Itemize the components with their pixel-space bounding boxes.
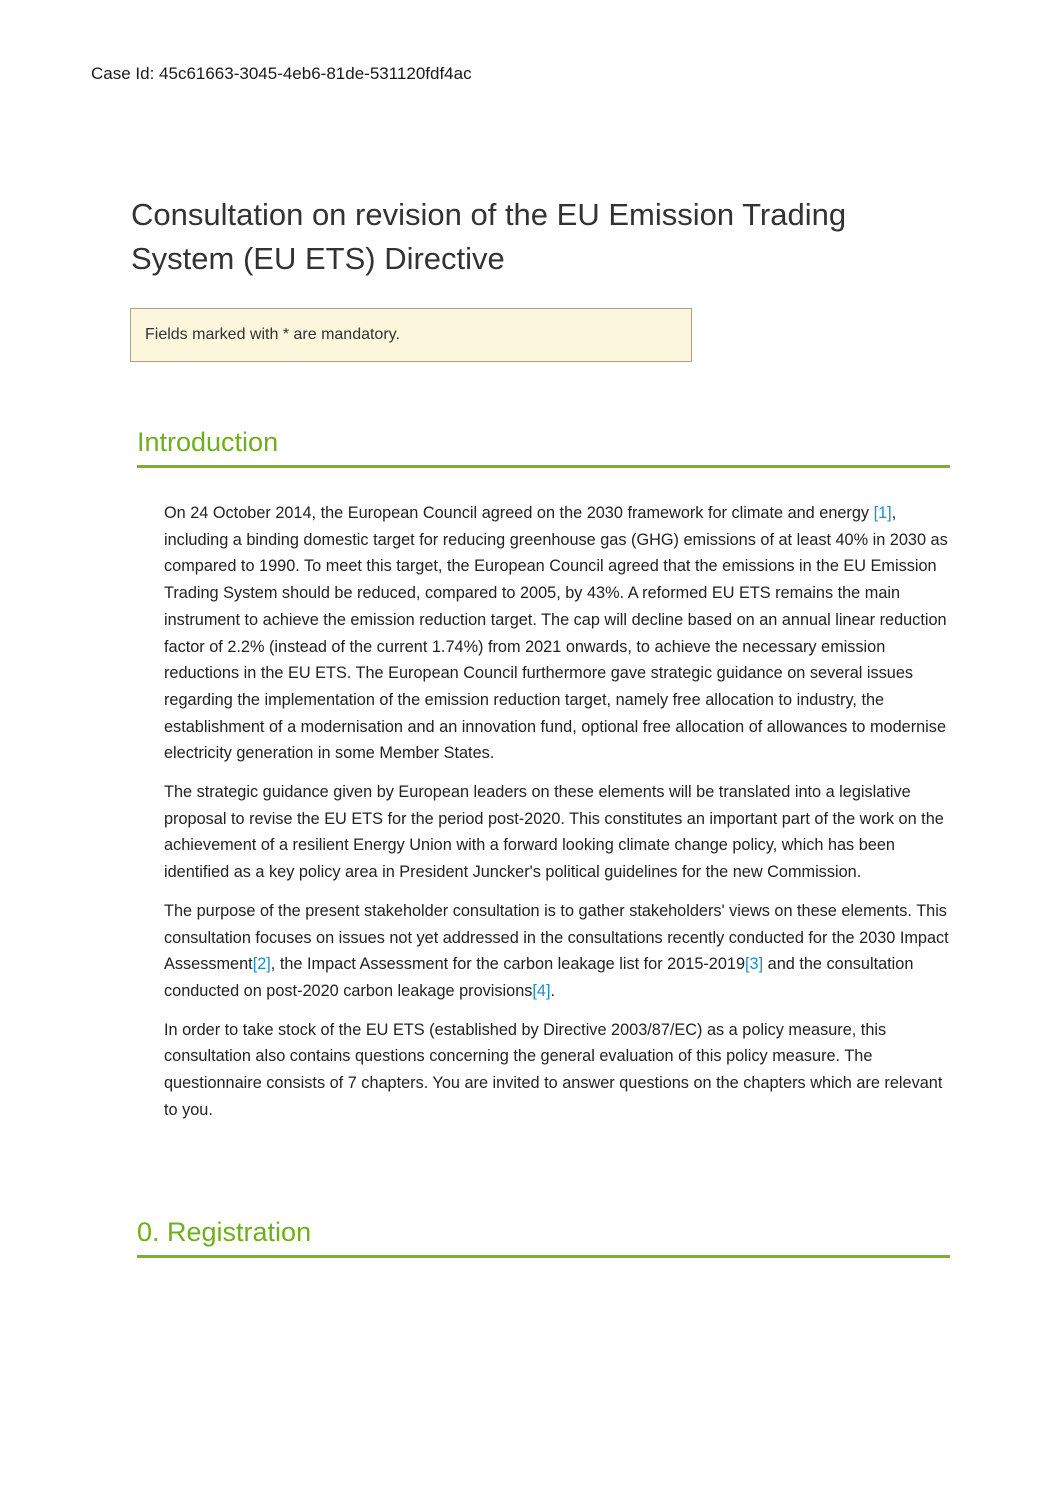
introduction-body xyxy=(164,500,954,1135)
intro-paragraph-1 xyxy=(164,500,954,767)
intro-p3-text-a: The purpose of the present stakeholder consultation is to gather stakeholders' views on these elements. This consultation focuses on issues not yet addressed in the consultations recently conducted for the 2030 Impact Assessment xyxy=(164,901,949,974)
footnote-link-3[interactable]: [3] xyxy=(745,955,764,974)
mandatory-fields-notice xyxy=(130,308,692,362)
intro-paragraph-2: The strategic guidance given by European leaders on these elements will be translated into a legislative proposal to revise the EU ETS for the period post-2020. This constitutes an important part of the work on the achievement of a resilient Energy Union with a forward looking climate change policy, which has been identified as a key policy area in President Juncker's political guidelines for the new Commission. xyxy=(164,783,944,882)
intro-p1-text-a: On 24 October 2014, the European Council agreed on the 2030 framework for climate and energy xyxy=(164,504,874,522)
intro-paragraph-3 xyxy=(164,898,954,1005)
intro-p1-text-b: , including a binding domestic target for reducing greenhouse gas (GHG) emissions of at least 40% in 2030 as compared to 1990. To meet this target, the European Council agreed that the emissions in the EU Emission Trading System should be reduced, compared to 2005, by 43%. A reformed EU ETS remains the main instrument to achieve the emission reduction target. The cap will decline based on an annual linear reduction factor of 2.2% (instead of the current 1.74%) from 2021 onwards, to achieve the necessary emission reductions in the EU ETS. The European Council furthermore gave strategic guidance on several issues regarding the implementation of the emission reduction target, namely free allocation to industry, the establishment of a modernisation and an innovation fund, optional free allocation of allowances to modernise electricity generation in some Member States. xyxy=(164,504,948,763)
case-id: Case Id: 45c61663-3045-4eb6-81de-531120fdf4ac xyxy=(91,64,472,83)
page-title: Consultation on revision of the EU Emission Trading System (EU ETS) Directive xyxy=(131,197,847,276)
intro-paragraph-4: In order to take stock of the EU ETS (established by Directive 2003/87/EC) as a policy measure, this consultation also contains questions concerning the general evaluation of this policy measure. The questionnaire consists of 7 chapters. You are invited to answer questions on the chapters which are relevant to you. xyxy=(164,1020,943,1119)
mandatory-fields-text: Fields marked with * are mandatory. xyxy=(145,326,400,343)
footnote-link-2[interactable]: [2] xyxy=(252,955,271,974)
intro-p3-text-c: and the consultation conducted on post-2020 carbon leakage provisions xyxy=(164,955,914,1000)
footnote-link-4[interactable]: [4] xyxy=(532,981,551,1000)
intro-p3-text-b: , the Impact Assessment for the carbon leakage list for 2015-2019 xyxy=(270,955,746,974)
intro-p3-text-d: . xyxy=(550,981,556,1000)
section-heading-introduction: Introduction xyxy=(137,425,950,468)
section-heading-registration: 0. Registration xyxy=(137,1215,950,1258)
footnote-link-1[interactable]: [1] xyxy=(873,504,892,522)
